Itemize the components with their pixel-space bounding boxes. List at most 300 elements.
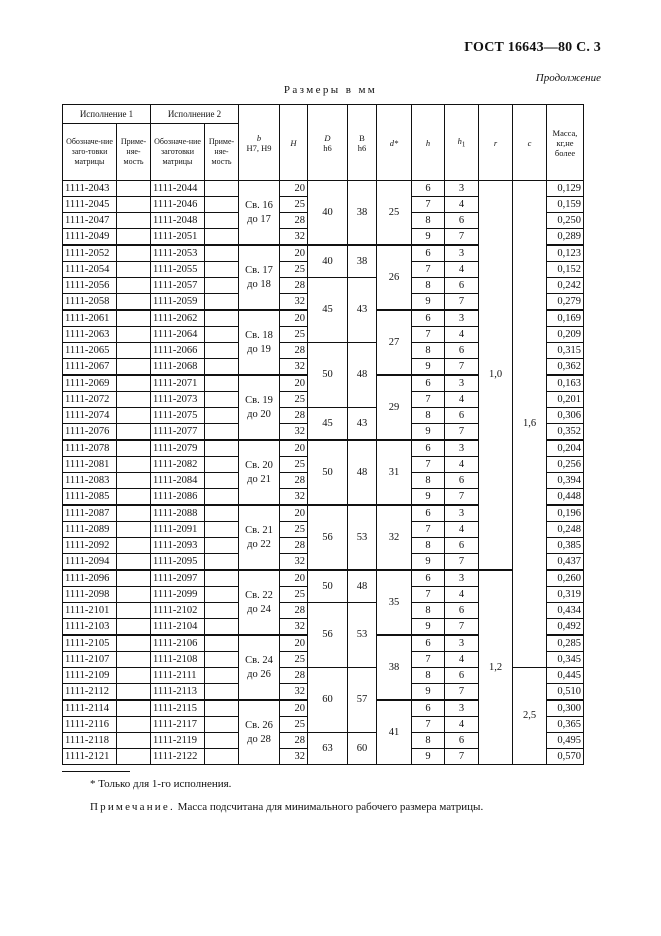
mass-cell: 0,306 — [547, 408, 584, 424]
applicability-2-cell — [205, 181, 239, 197]
designation-2-cell: 1111-2057 — [151, 278, 205, 294]
designation-1-cell: 1111-2083 — [63, 473, 117, 489]
H-cell: 32 — [280, 294, 308, 311]
standard-header: ГОСТ 16643—80 С. 3 — [464, 40, 601, 55]
applicability-1-cell — [117, 392, 151, 408]
designation-2-cell: 1111-2077 — [151, 424, 205, 441]
H-cell: 20 — [280, 181, 308, 197]
mass-cell: 0,289 — [547, 229, 584, 246]
applicability-2-cell — [205, 668, 239, 684]
h1-cell: 3 — [445, 310, 479, 327]
h1-cell: 6 — [445, 473, 479, 489]
h-cell: 6 — [412, 440, 445, 457]
designation-2-cell: 1111-2104 — [151, 619, 205, 636]
mass-cell: 0,250 — [547, 213, 584, 229]
H-cell: 25 — [280, 262, 308, 278]
c-cell: 2,5 — [513, 668, 547, 765]
d-cell: 32 — [377, 505, 412, 570]
designation-2-cell: 1111-2073 — [151, 392, 205, 408]
h1-cell: 4 — [445, 197, 479, 213]
designation-1-cell: 1111-2045 — [63, 197, 117, 213]
header-d — [377, 105, 412, 181]
h-cell: 9 — [412, 684, 445, 701]
header-B-symbol: B — [359, 132, 365, 143]
H-cell: 28 — [280, 408, 308, 424]
mass-cell: 0,345 — [547, 652, 584, 668]
D-cell: 45 — [308, 408, 348, 441]
designation-1-cell: 1111-2087 — [63, 505, 117, 522]
applicability-1-cell — [117, 375, 151, 392]
designation-1-cell: 1111-2118 — [63, 733, 117, 749]
applicability-1-cell — [117, 668, 151, 684]
designation-1-cell: 1111-2058 — [63, 294, 117, 311]
designation-2-cell: 1111-2071 — [151, 375, 205, 392]
applicability-2-cell — [205, 684, 239, 701]
applicability-1-cell — [117, 749, 151, 765]
applicability-2-cell — [205, 343, 239, 359]
mass-cell: 0,448 — [547, 489, 584, 506]
h1-cell: 3 — [445, 700, 479, 717]
designation-2-cell: 1111-2079 — [151, 440, 205, 457]
applicability-1-cell — [117, 181, 151, 197]
mass-cell: 0,196 — [547, 505, 584, 522]
applicability-2-cell — [205, 522, 239, 538]
designation-1-cell: 1111-2116 — [63, 717, 117, 733]
designation-1-cell: 1111-2103 — [63, 619, 117, 636]
designation-1-cell: 1111-2049 — [63, 229, 117, 246]
applicability-1-cell — [117, 619, 151, 636]
h1-cell: 3 — [445, 375, 479, 392]
designation-2-cell: 1111-2099 — [151, 587, 205, 603]
applicability-2-cell — [205, 245, 239, 262]
h-cell: 7 — [412, 522, 445, 538]
applicability-1-cell — [117, 457, 151, 473]
B-cell: 38 — [348, 181, 377, 246]
d-cell: 25 — [377, 181, 412, 246]
header-b-tolerance: Н7, Н9 — [246, 142, 272, 153]
h1-cell: 6 — [445, 408, 479, 424]
designation-1-cell: 1111-2092 — [63, 538, 117, 554]
applicability-1-cell — [117, 717, 151, 733]
applicability-2-cell — [205, 408, 239, 424]
applicability-2-cell — [205, 375, 239, 392]
H-cell: 25 — [280, 197, 308, 213]
designation-2-cell: 1111-2093 — [151, 538, 205, 554]
applicability-2-cell — [205, 197, 239, 213]
designation-2-cell: 1111-2066 — [151, 343, 205, 359]
H-cell: 20 — [280, 375, 308, 392]
H-cell: 32 — [280, 424, 308, 441]
H-cell: 25 — [280, 327, 308, 343]
b-range-cell: Св. 26 до 28 — [239, 700, 280, 765]
table-row — [63, 570, 584, 587]
designation-2-cell: 1111-2053 — [151, 245, 205, 262]
applicability-2-cell — [205, 652, 239, 668]
h-cell: 9 — [412, 619, 445, 636]
b-range-cell: Св. 18 до 19 — [239, 310, 280, 375]
header-B — [348, 105, 377, 181]
header-h — [412, 105, 445, 181]
designation-1-cell: 1111-2101 — [63, 603, 117, 619]
applicability-2-cell — [205, 473, 239, 489]
applicability-2-cell — [205, 278, 239, 294]
B-cell: 57 — [348, 668, 377, 733]
h1-cell: 6 — [445, 668, 479, 684]
designation-2-cell: 1111-2044 — [151, 181, 205, 197]
B-cell: 38 — [348, 245, 377, 278]
h1-cell: 3 — [445, 570, 479, 587]
H-cell: 32 — [280, 684, 308, 701]
mass-cell: 0,201 — [547, 392, 584, 408]
note-text: Масса подсчитана для минимального рабочего размера матрицы. — [174, 801, 484, 813]
H-cell: 28 — [280, 213, 308, 229]
h1-cell: 3 — [445, 181, 479, 197]
mass-cell: 0,204 — [547, 440, 584, 457]
applicability-1-cell — [117, 603, 151, 619]
b-range-cell: Св. 24 до 26 — [239, 635, 280, 700]
applicability-2-cell — [205, 603, 239, 619]
designation-1-cell: 1111-2089 — [63, 522, 117, 538]
H-cell: 20 — [280, 570, 308, 587]
designation-1-cell: 1111-2052 — [63, 245, 117, 262]
header-mass: Масса, кг,не более — [547, 105, 584, 181]
applicability-2-cell — [205, 213, 239, 229]
h-cell: 6 — [412, 505, 445, 522]
H-cell: 32 — [280, 619, 308, 636]
header-r — [479, 105, 513, 181]
h-cell: 8 — [412, 733, 445, 749]
applicability-1-cell — [117, 489, 151, 506]
D-cell: 60 — [308, 668, 348, 733]
H-cell: 25 — [280, 522, 308, 538]
h-cell: 7 — [412, 327, 445, 343]
H-cell: 32 — [280, 749, 308, 765]
applicability-1-cell — [117, 587, 151, 603]
H-cell: 20 — [280, 635, 308, 652]
b-range-cell: Св. 16 до 17 — [239, 181, 280, 246]
applicability-2-cell — [205, 570, 239, 587]
header-H-symbol: H — [290, 137, 297, 148]
h-cell: 9 — [412, 229, 445, 246]
h-cell: 7 — [412, 457, 445, 473]
h-cell: 9 — [412, 489, 445, 506]
d-cell: 29 — [377, 375, 412, 440]
h1-cell: 7 — [445, 749, 479, 765]
mass-cell: 0,260 — [547, 570, 584, 587]
d-cell: 31 — [377, 440, 412, 505]
B-cell: 48 — [348, 570, 377, 603]
applicability-1-cell — [117, 473, 151, 489]
b-range-cell: Св. 20 до 21 — [239, 440, 280, 505]
mass-cell: 0,570 — [547, 749, 584, 765]
h1-cell: 3 — [445, 440, 479, 457]
mass-cell: 0,129 — [547, 181, 584, 197]
r-cell: 1,0 — [479, 181, 513, 571]
designation-1-cell: 1111-2105 — [63, 635, 117, 652]
h-cell: 6 — [412, 635, 445, 652]
applicability-2-cell — [205, 619, 239, 636]
designation-1-cell: 1111-2109 — [63, 668, 117, 684]
header-applicability-2: Приме-няе-мость — [205, 124, 239, 181]
applicability-2-cell — [205, 392, 239, 408]
H-cell: 32 — [280, 359, 308, 376]
note — [90, 801, 483, 813]
D-cell: 40 — [308, 181, 348, 246]
h1-cell: 4 — [445, 457, 479, 473]
designation-1-cell: 1111-2074 — [63, 408, 117, 424]
mass-cell: 0,256 — [547, 457, 584, 473]
h1-cell: 7 — [445, 684, 479, 701]
designation-1-cell: 1111-2069 — [63, 375, 117, 392]
designation-2-cell: 1111-2062 — [151, 310, 205, 327]
H-cell: 25 — [280, 587, 308, 603]
designation-1-cell: 1111-2072 — [63, 392, 117, 408]
applicability-2-cell — [205, 327, 239, 343]
designation-2-cell: 1111-2084 — [151, 473, 205, 489]
h-cell: 6 — [412, 310, 445, 327]
h1-cell: 3 — [445, 635, 479, 652]
B-cell: 48 — [348, 440, 377, 505]
H-cell: 28 — [280, 603, 308, 619]
applicability-1-cell — [117, 635, 151, 652]
designation-1-cell: 1111-2078 — [63, 440, 117, 457]
B-cell: 48 — [348, 343, 377, 408]
H-cell: 20 — [280, 440, 308, 457]
H-cell: 25 — [280, 392, 308, 408]
B-cell: 43 — [348, 278, 377, 343]
mass-cell: 0,362 — [547, 359, 584, 376]
header-h1 — [445, 105, 479, 181]
header-b-symbol: b — [256, 132, 262, 143]
r-cell: 1,2 — [479, 570, 513, 765]
designation-1-cell: 1111-2047 — [63, 213, 117, 229]
H-cell: 20 — [280, 245, 308, 262]
designation-2-cell: 1111-2046 — [151, 197, 205, 213]
applicability-1-cell — [117, 440, 151, 457]
designation-1-cell: 1111-2098 — [63, 587, 117, 603]
designation-2-cell: 1111-2059 — [151, 294, 205, 311]
applicability-2-cell — [205, 717, 239, 733]
D-cell: 56 — [308, 603, 348, 668]
h-cell: 9 — [412, 424, 445, 441]
H-cell: 20 — [280, 700, 308, 717]
header-H — [280, 105, 308, 181]
applicability-1-cell — [117, 522, 151, 538]
B-cell: 43 — [348, 408, 377, 441]
b-range-cell: Св. 22 до 24 — [239, 570, 280, 635]
h-cell: 8 — [412, 603, 445, 619]
b-range-cell: Св. 21 до 22 — [239, 505, 280, 570]
D-cell: 56 — [308, 505, 348, 570]
header-D-tolerance: h6 — [323, 142, 332, 153]
h1-cell: 4 — [445, 717, 479, 733]
d-cell: 35 — [377, 570, 412, 635]
applicability-1-cell — [117, 700, 151, 717]
applicability-2-cell — [205, 310, 239, 327]
D-cell: 63 — [308, 733, 348, 765]
table-row — [63, 181, 584, 197]
H-cell: 20 — [280, 310, 308, 327]
applicability-1-cell — [117, 570, 151, 587]
h-cell: 7 — [412, 717, 445, 733]
footnote-divider — [62, 771, 130, 772]
H-cell: 28 — [280, 668, 308, 684]
h-cell: 7 — [412, 197, 445, 213]
applicability-1-cell — [117, 327, 151, 343]
designation-1-cell: 1111-2085 — [63, 489, 117, 506]
designation-1-cell: 1111-2067 — [63, 359, 117, 376]
header-h1-subscript: 1 — [461, 140, 466, 149]
h-cell: 9 — [412, 294, 445, 311]
h1-cell: 6 — [445, 343, 479, 359]
mass-cell: 0,437 — [547, 554, 584, 571]
D-cell: 50 — [308, 570, 348, 603]
mass-cell: 0,319 — [547, 587, 584, 603]
h1-cell: 3 — [445, 505, 479, 522]
h1-cell: 7 — [445, 294, 479, 311]
H-cell: 28 — [280, 538, 308, 554]
h-cell: 7 — [412, 587, 445, 603]
h-cell: 8 — [412, 473, 445, 489]
designation-2-cell: 1111-2122 — [151, 749, 205, 765]
header-D-symbol: D — [324, 132, 331, 143]
applicability-2-cell — [205, 359, 239, 376]
mass-cell: 0,495 — [547, 733, 584, 749]
designation-2-cell: 1111-2091 — [151, 522, 205, 538]
mass-cell: 0,123 — [547, 245, 584, 262]
designation-2-cell: 1111-2106 — [151, 635, 205, 652]
applicability-1-cell — [117, 294, 151, 311]
applicability-2-cell — [205, 635, 239, 652]
h-cell: 8 — [412, 408, 445, 424]
applicability-2-cell — [205, 538, 239, 554]
d-cell: 38 — [377, 635, 412, 700]
h-cell: 9 — [412, 359, 445, 376]
applicability-2-cell — [205, 554, 239, 571]
D-cell: 45 — [308, 278, 348, 343]
mass-cell: 0,315 — [547, 343, 584, 359]
h1-cell: 4 — [445, 522, 479, 538]
designation-1-cell: 1111-2065 — [63, 343, 117, 359]
header-designation-2: Обозначе-ние заготовки матрицы — [151, 124, 205, 181]
header-r-symbol: r — [493, 137, 498, 148]
designation-2-cell: 1111-2064 — [151, 327, 205, 343]
H-cell: 28 — [280, 473, 308, 489]
h1-cell: 6 — [445, 213, 479, 229]
mass-cell: 0,434 — [547, 603, 584, 619]
H-cell: 25 — [280, 717, 308, 733]
c-cell: 1,6 — [513, 181, 547, 668]
mass-cell: 0,510 — [547, 684, 584, 701]
designation-2-cell: 1111-2108 — [151, 652, 205, 668]
applicability-2-cell — [205, 262, 239, 278]
D-cell: 50 — [308, 440, 348, 505]
applicability-2-cell — [205, 424, 239, 441]
h1-cell: 7 — [445, 424, 479, 441]
b-range-cell: Св. 19 до 20 — [239, 375, 280, 440]
designation-1-cell: 1111-2112 — [63, 684, 117, 701]
header-d-symbol: d* — [389, 137, 399, 148]
designation-2-cell: 1111-2055 — [151, 262, 205, 278]
designation-1-cell: 1111-2094 — [63, 554, 117, 571]
header-B-tolerance: h6 — [357, 142, 367, 153]
applicability-2-cell — [205, 229, 239, 246]
designation-1-cell: 1111-2054 — [63, 262, 117, 278]
applicability-2-cell — [205, 457, 239, 473]
header-h1-symbol: h — [457, 135, 462, 146]
h1-cell: 7 — [445, 554, 479, 571]
applicability-1-cell — [117, 538, 151, 554]
h-cell: 7 — [412, 652, 445, 668]
H-cell: 28 — [280, 343, 308, 359]
h1-cell: 7 — [445, 359, 479, 376]
mass-cell: 0,169 — [547, 310, 584, 327]
designation-2-cell: 1111-2111 — [151, 668, 205, 684]
designation-1-cell: 1111-2056 — [63, 278, 117, 294]
d-cell: 41 — [377, 700, 412, 765]
D-cell: 40 — [308, 245, 348, 278]
mass-cell: 0,285 — [547, 635, 584, 652]
applicability-2-cell — [205, 294, 239, 311]
mass-cell: 0,365 — [547, 717, 584, 733]
mass-cell: 0,394 — [547, 473, 584, 489]
designation-2-cell: 1111-2117 — [151, 717, 205, 733]
h1-cell: 6 — [445, 603, 479, 619]
designation-1-cell: 1111-2121 — [63, 749, 117, 765]
designation-2-cell: 1111-2095 — [151, 554, 205, 571]
designation-1-cell: 1111-2096 — [63, 570, 117, 587]
B-cell: 60 — [348, 733, 377, 765]
designation-2-cell: 1111-2048 — [151, 213, 205, 229]
H-cell: 20 — [280, 505, 308, 522]
header-execution-1: Исполнение 1 — [63, 105, 151, 124]
d-cell: 27 — [377, 310, 412, 375]
header-c — [513, 105, 547, 181]
applicability-1-cell — [117, 505, 151, 522]
applicability-1-cell — [117, 684, 151, 701]
designation-1-cell: 1111-2063 — [63, 327, 117, 343]
applicability-2-cell — [205, 587, 239, 603]
h-cell: 7 — [412, 392, 445, 408]
applicability-1-cell — [117, 278, 151, 294]
h-cell: 8 — [412, 213, 445, 229]
mass-cell: 0,385 — [547, 538, 584, 554]
header-applicability-1: Приме-няе-мость — [117, 124, 151, 181]
applicability-2-cell — [205, 489, 239, 506]
H-cell: 32 — [280, 554, 308, 571]
h-cell: 6 — [412, 181, 445, 197]
designation-1-cell: 1111-2043 — [63, 181, 117, 197]
designation-2-cell: 1111-2082 — [151, 457, 205, 473]
mass-cell: 0,242 — [547, 278, 584, 294]
designation-1-cell: 1111-2081 — [63, 457, 117, 473]
designation-1-cell: 1111-2114 — [63, 700, 117, 717]
applicability-1-cell — [117, 554, 151, 571]
mass-cell: 0,445 — [547, 668, 584, 684]
applicability-1-cell — [117, 733, 151, 749]
h-cell: 9 — [412, 554, 445, 571]
mass-cell: 0,152 — [547, 262, 584, 278]
h-cell: 8 — [412, 343, 445, 359]
header-c-symbol: c — [527, 137, 532, 148]
header-execution-2: Исполнение 2 — [151, 105, 239, 124]
designation-2-cell: 1111-2088 — [151, 505, 205, 522]
applicability-1-cell — [117, 262, 151, 278]
applicability-2-cell — [205, 749, 239, 765]
h-cell: 6 — [412, 570, 445, 587]
H-cell: 25 — [280, 652, 308, 668]
continuation-label: Продолжение — [535, 72, 601, 84]
